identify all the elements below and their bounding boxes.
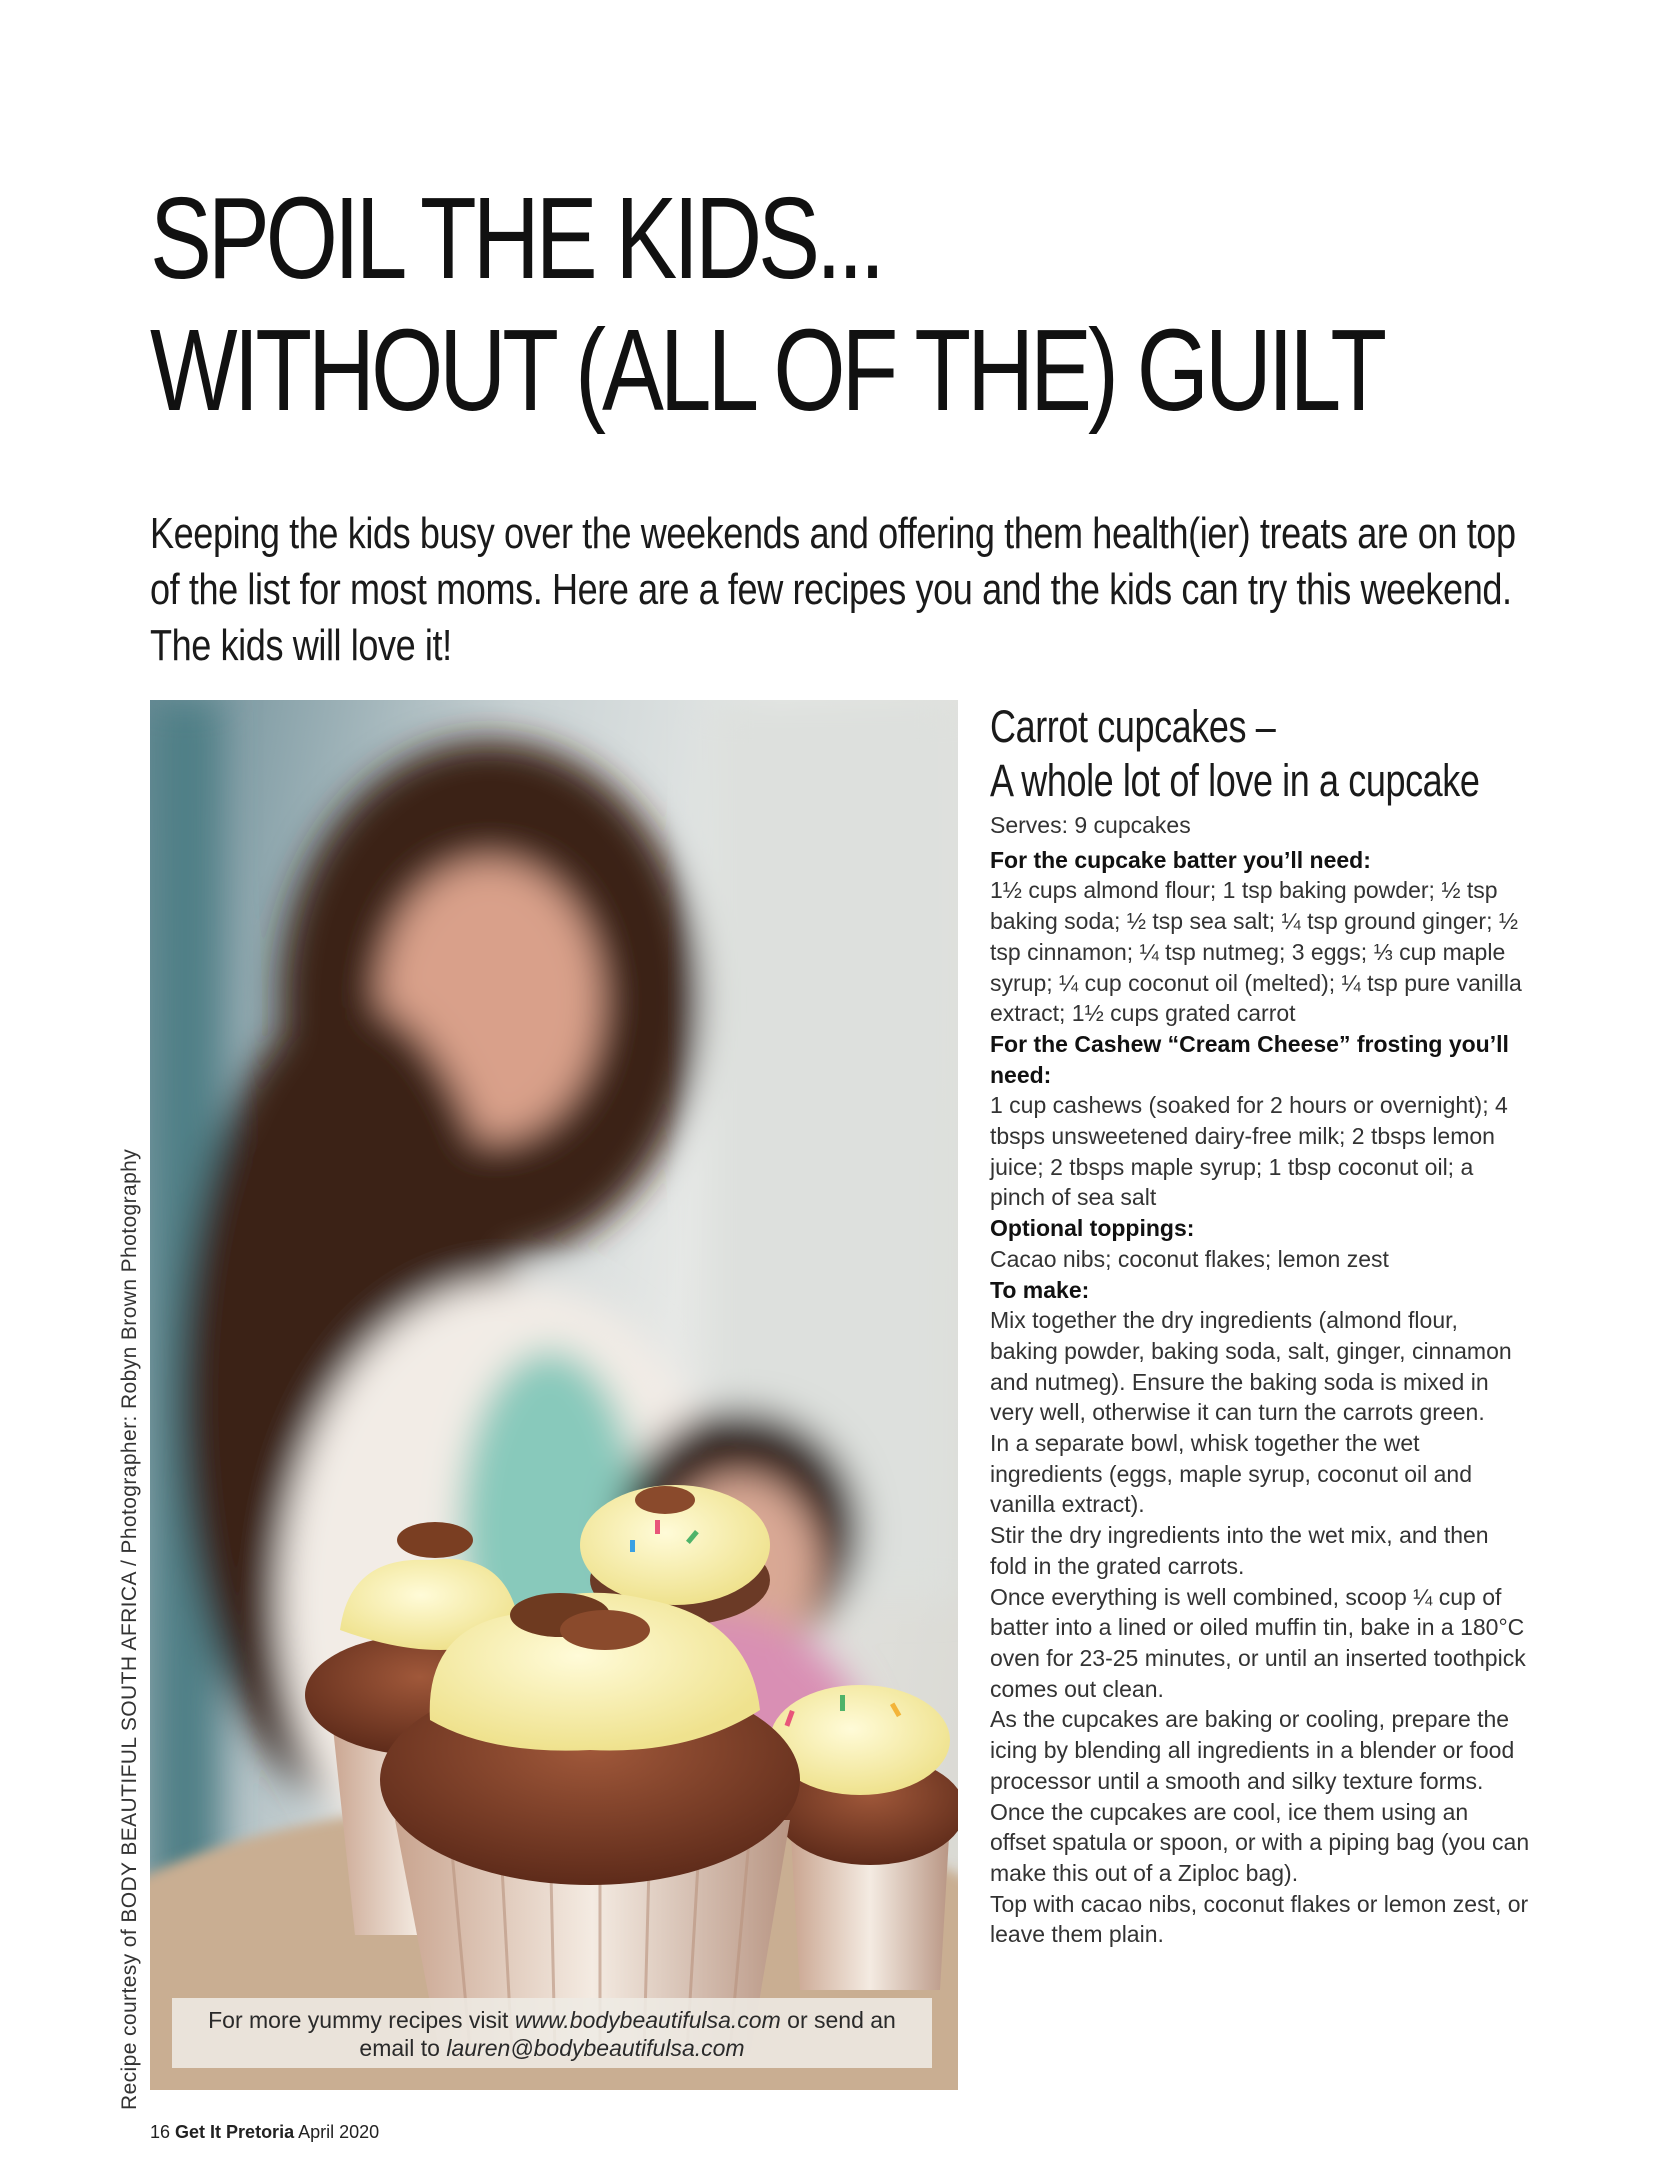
publication-name: Get It Pretoria	[175, 2122, 295, 2142]
page-number: 16	[150, 2122, 171, 2142]
caption-text-3: email to	[359, 2035, 447, 2061]
email-link[interactable]: lauren@bodybeautifulsa.com	[446, 2035, 745, 2061]
method-heading: To make:	[990, 1276, 1090, 1303]
intro-paragraph	[150, 506, 1560, 674]
method-step: In a separate bowl, whisk together the wet ingredients (eggs, maple syrup, coconut oil and vanilla extract).	[990, 1430, 1473, 1518]
recipe-serves: Serves: 9 cupcakes	[990, 812, 1191, 838]
intro-line-2: of the list for most moms. Here are a few recipes you and the kids can try this weekend.	[150, 565, 1512, 614]
batter-ingredients: 1½ cups almond flour; 1 tsp baking powder; ½ tsp baking soda; ½ tsp sea salt; ¼ tsp ground ginger; ½ tsp cinnamon; ¼ tsp nutmeg; 3 eggs; ⅓ cup maple syrup; ¼ cup coconut oil (melted); ¼ tsp pure vanilla extract; 1½ cups grated carrot	[990, 877, 1522, 1027]
method-step: Top with cacao nibs, coconut flakes or lemon zest, or leave them plain.	[990, 1890, 1529, 1948]
batter-heading: For the cupcake batter you’ll need:	[990, 846, 1371, 873]
photo-illustration	[150, 700, 958, 2090]
photo-credit: Recipe courtesy of BODY BEAUTIFUL SOUTH AFRICA / Photographer: Robyn Brown Photography	[118, 1148, 141, 2110]
intro-line-1: Keeping the kids busy over the weekends and offering them health(ier) treats are on top	[150, 509, 1516, 558]
headline	[150, 172, 1384, 436]
intro-line-3: The kids will love it!	[150, 621, 452, 670]
toppings-heading: Optional toppings:	[990, 1215, 1195, 1242]
method-step: Stir the dry ingredients into the wet mix, and then fold in the grated carrots.	[990, 1522, 1489, 1579]
recipe-title-line-2: A whole lot of love in a cupcake	[990, 755, 1480, 806]
recipe-photo	[150, 700, 958, 2090]
photo-caption	[172, 1998, 932, 2068]
method-step: Once the cupcakes are cool, ice them using an offset spatula or spoon, or with a piping bag (you can make this out of a Ziploc bag).	[990, 1798, 1530, 1886]
caption-text-1: For more yummy recipes visit	[208, 2007, 515, 2033]
method-step: As the cupcakes are baking or cooling, prepare the icing by blending all ingredients in a blender or food processor until a smooth and silky texture forms.	[990, 1706, 1515, 1794]
recipe-title	[990, 700, 1480, 808]
toppings-list: Cacao nibs; coconut flakes; lemon zest	[990, 1245, 1389, 1272]
frosting-heading: For the Cashew “Cream Cheese” frosting you’ll need:	[990, 1030, 1509, 1088]
method-step: Mix together the dry ingredients (almond flour, baking powder, baking soda, salt, ginger, cinnamon and nutmeg). Ensure the baking soda is mixed in very well, otherwise it can turn the carrots green.	[990, 1307, 1512, 1426]
headline-line-2: WITHOUT (ALL OF THE) GUILT	[150, 305, 1384, 435]
page-footer	[150, 2122, 379, 2143]
method-step: Once everything is well combined, scoop ¼ cup of batter into a lined or oiled muffin tin, bake in a 180°C oven for 23-25 minutes, or until an inserted toothpick comes out clean.	[990, 1583, 1526, 1702]
caption-text-2: or send an	[780, 2007, 896, 2033]
website-link[interactable]: www.bodybeautifulsa.com	[514, 2007, 781, 2033]
frosting-ingredients: 1 cup cashews (soaked for 2 hours or overnight); 4 tbsps unsweetened dairy-free milk; 2 tbsps lemon juice; 2 tbsps maple syrup; 1 tbsp coconut oil; a pinch of sea salt	[990, 1092, 1508, 1211]
recipe-column	[990, 700, 1530, 1950]
issue-date: April 2020	[298, 2122, 380, 2142]
recipe-title-line-1: Carrot cupcakes –	[990, 701, 1276, 752]
headline-line-1: SPOIL THE KIDS...	[150, 173, 882, 303]
